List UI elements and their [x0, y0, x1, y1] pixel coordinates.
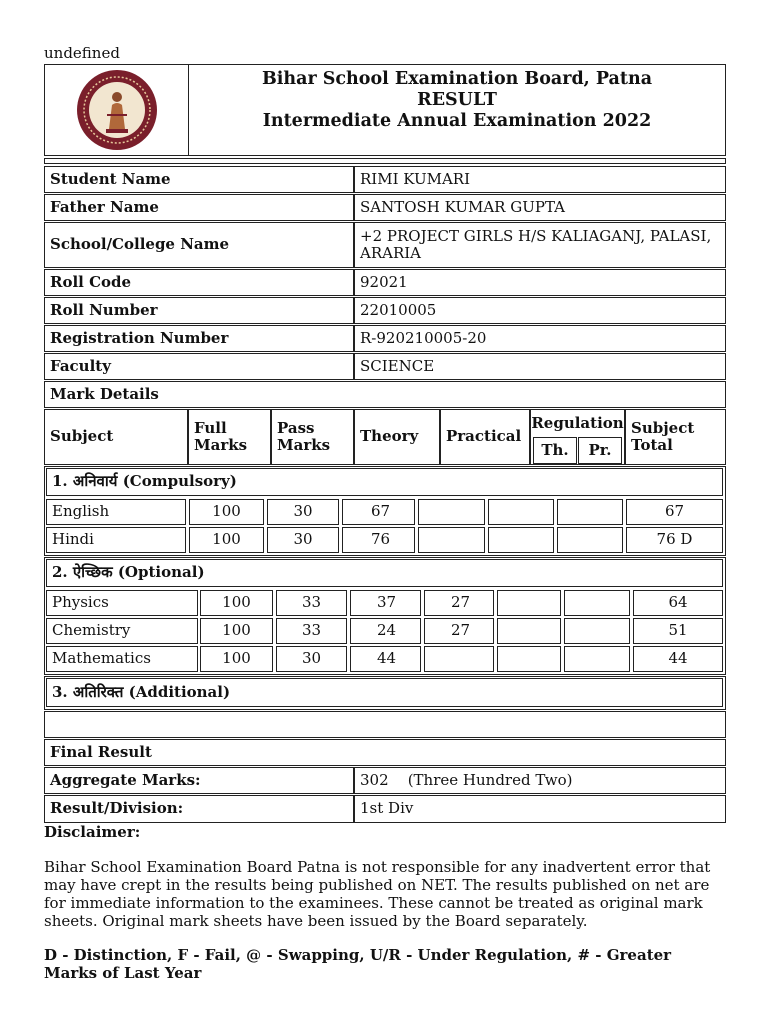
mathematics-practical: [424, 646, 494, 672]
chemistry-full: 100: [200, 618, 273, 644]
result-title: RESULT: [417, 90, 497, 110]
father-name-label: Father Name: [44, 194, 354, 221]
legend-text: D - Distinction, F - Fail, @ - Swapping, U/R - Under Regulation, # - Greater Marks of Last Year: [44, 946, 672, 982]
english-reg-pr: [557, 499, 623, 525]
roll-number-value: 22010005: [354, 297, 726, 324]
hindi-practical: [418, 527, 485, 553]
header-subject-total: Subject Total: [625, 409, 726, 465]
english-reg-th: [488, 499, 554, 525]
mathematics-full: 100: [200, 646, 273, 672]
additional-label: 3. अतिरिक्त (Additional): [46, 678, 723, 707]
chemistry-practical: 27: [424, 618, 494, 644]
mark-details-label: Mark Details: [44, 381, 726, 408]
english-pass: 30: [267, 499, 339, 525]
logo-cell: [45, 65, 189, 155]
english-practical: [418, 499, 485, 525]
header-reg-th: Th.: [533, 437, 577, 464]
result-division-label: Result/Division:: [44, 795, 354, 823]
mathematics-subject: Mathematics: [46, 646, 198, 672]
physics-pass: 33: [276, 590, 347, 616]
board-title: Bihar School Examination Board, Patna: [261, 69, 653, 89]
board-seal-icon: [76, 69, 158, 151]
student-name-label: Student Name: [44, 166, 354, 193]
chemistry-pass: 33: [276, 618, 347, 644]
registration-value: R-920210005-20: [354, 325, 726, 352]
hindi-subject: Hindi: [46, 527, 186, 553]
mathematics-theory: 44: [350, 646, 421, 672]
aggregate-label: Aggregate Marks:: [44, 767, 354, 794]
header-box: [44, 64, 726, 156]
faculty-label: Faculty: [44, 353, 354, 380]
header-reg-pr: Pr.: [578, 437, 622, 464]
hindi-pass: 30: [267, 527, 339, 553]
physics-reg-pr: [564, 590, 630, 616]
student-name-value: RIMI KUMARI: [354, 166, 726, 193]
mathematics-total: 44: [633, 646, 723, 672]
physics-reg-th: [497, 590, 561, 616]
chemistry-subject: Chemistry: [46, 618, 198, 644]
header-full-marks: Full Marks: [188, 409, 271, 465]
header-title-cell: [189, 69, 725, 132]
english-total: 67: [626, 499, 723, 525]
optional-label: 2. ऐच्छिक (Optional): [46, 559, 723, 587]
header-theory: Theory: [354, 409, 440, 465]
hindi-total: 76 D: [626, 527, 723, 553]
hindi-reg-pr: [557, 527, 623, 553]
header-subject: Subject: [44, 409, 188, 465]
separator-strip: [44, 158, 726, 164]
header-regulation: Regulation: [530, 409, 625, 437]
result-division-value: 1st Div: [354, 795, 726, 823]
empty-row: [44, 711, 726, 738]
roll-code-label: Roll Code: [44, 269, 354, 296]
header-practical: Practical: [440, 409, 530, 465]
header-pass-marks: Pass Marks: [271, 409, 354, 465]
roll-code-value: 92021: [354, 269, 726, 296]
chemistry-reg-pr: [564, 618, 630, 644]
physics-total: 64: [633, 590, 723, 616]
physics-full: 100: [200, 590, 273, 616]
roll-number-label: Roll Number: [44, 297, 354, 324]
disclaimer-heading: Disclaimer:: [44, 823, 141, 841]
chemistry-theory: 24: [350, 618, 421, 644]
hindi-theory: 76: [342, 527, 415, 553]
disclaimer-text: Bihar School Examination Board Patna is not responsible for any inadvertent error that may have crept in the results being published on NET. The results published on net are for immediate information to the examinees. These cannot be treated as original mark sheets. Original mark sheets have been issued by the Board separately.: [44, 858, 711, 930]
chemistry-reg-th: [497, 618, 561, 644]
english-subject: English: [46, 499, 186, 525]
school-name-label: School/College Name: [44, 222, 354, 268]
top-note: undefined: [44, 44, 120, 62]
physics-theory: 37: [350, 590, 421, 616]
hindi-reg-th: [488, 527, 554, 553]
mathematics-pass: 30: [276, 646, 347, 672]
exam-title: Intermediate Annual Examination 2022: [262, 111, 652, 131]
faculty-value: SCIENCE: [354, 353, 726, 380]
final-result-label: Final Result: [44, 739, 726, 766]
hindi-full: 100: [189, 527, 264, 553]
father-name-value: SANTOSH KUMAR GUPTA: [354, 194, 726, 221]
mathematics-reg-th: [497, 646, 561, 672]
aggregate-value: 302 (Three Hundred Two): [354, 767, 726, 794]
registration-label: Registration Number: [44, 325, 354, 352]
physics-practical: 27: [424, 590, 494, 616]
regulation-frame: [530, 409, 625, 465]
school-name-value: +2 PROJECT GIRLS H/S KALIAGANJ, PALASI, ARARIA: [354, 222, 726, 268]
mathematics-reg-pr: [564, 646, 630, 672]
english-theory: 67: [342, 499, 415, 525]
chemistry-total: 51: [633, 618, 723, 644]
physics-subject: Physics: [46, 590, 198, 616]
compulsory-label: 1. अनिवार्य (Compulsory): [46, 468, 723, 496]
english-full: 100: [189, 499, 264, 525]
